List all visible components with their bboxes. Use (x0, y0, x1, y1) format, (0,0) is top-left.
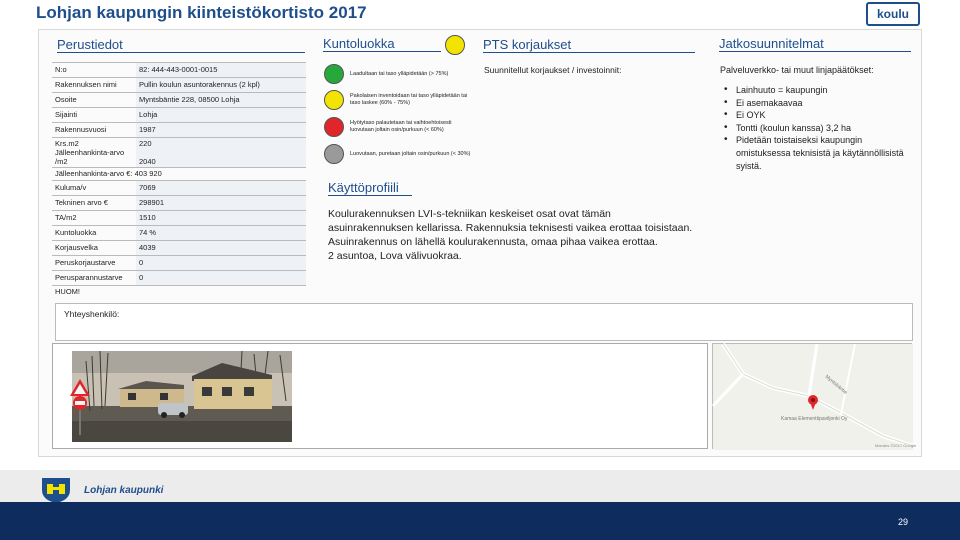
building-photo (72, 351, 292, 442)
pts-text: Suunnitellut korjaukset / investoinnit: (484, 65, 622, 75)
table-row: N:o 82: 444-443-0001-0015 (52, 63, 306, 78)
table-row: Kuntoluokka 74 % (52, 226, 306, 241)
table-row: Sijainti Lohja (52, 108, 306, 123)
page-title: Lohjan kaupungin kiinteistökortisto 2017 (36, 3, 367, 22)
list-item: • Lainhuuto = kaupungin (722, 84, 912, 97)
table-row: Korjausvelka 4039 (52, 241, 306, 256)
location-map (712, 343, 917, 449)
list-item: • Ei OYK (722, 109, 912, 122)
huom-note: HUOM! (52, 286, 306, 298)
table-row: Osoite Myntsbäntie 228, 08500 Lohja (52, 93, 306, 108)
map-road-label: Myntsbäntie (823, 373, 849, 396)
table-row: Rakennusvuosi 1987 (52, 123, 306, 138)
contact-label: Yhteyshenkilö: (64, 309, 120, 319)
legend-item (324, 90, 474, 110)
table-row: Tekninen arvo € 298901 (52, 196, 306, 211)
legend-item (324, 117, 474, 137)
table-row: Rakennuksen nimi Pullin koulun asuntorakennus (2 kpl) (52, 78, 306, 93)
kaytto-text: Koulurakennuksen LVI-s-tekniikan keskeiset osat ovat tämän asuinrakennuksen kellarissa. Rakennuksia teknisesti vaikea erottaa toisistaan. Asuinrakennus on lähellä koulurakennusta, omaa pihaa vaikea erottaa. (328, 208, 693, 248)
legend-text: Luovutaan, puretaan joltain osin/purkuun (< 30%) (350, 150, 471, 157)
table-row: Kuluma/v 7069 (52, 181, 306, 196)
pts-heading: PTS korjaukset (483, 37, 695, 53)
list-item: • Tontti (koulun kanssa) 3,2 ha (722, 122, 912, 135)
list-item: • Pidetään toistaiseksi kaupungin omistuksessa teknisistä ja käytännöllisistä syistä. (722, 134, 912, 172)
table-row: Jälleenhankinta-arvo €: 403 920 (52, 168, 306, 181)
kuntoluokka-heading: Kuntoluokka (323, 36, 441, 52)
legend-item (324, 64, 474, 84)
table-row: Krs.m2 Jälleenhankinta-arvo /m2 220 2040 (52, 138, 306, 168)
kaytto-text-2: 2 asuntoa, Lova välivuokraa. (328, 250, 462, 262)
legend-text: Hyötytaso palautetaan tai vaihtoehtoisesti luovutaan joltain osin/purkuun (< 60%) (350, 120, 452, 133)
grey-dot-icon (324, 144, 344, 164)
jatko-heading: Jatkosuunnitelmat (719, 36, 911, 52)
red-dot-icon (324, 117, 344, 137)
category-tag: koulu (866, 2, 920, 26)
green-dot-icon (324, 64, 344, 84)
legend-text: Laadultaan tai taso ylläpidetään (> 75%) (350, 70, 449, 77)
bottom-bar (0, 502, 960, 540)
yellow-dot-icon (324, 90, 344, 110)
kaytto-heading: Käyttöprofiili (328, 180, 412, 196)
perustiedot-heading: Perustiedot (57, 37, 305, 53)
table-row: Peruskorjaustarve 0 (52, 256, 306, 271)
legend-text: Pakolaisen inventoidaan tai taso ylläpidetään tai taso laskee (60% - 75%) (350, 93, 468, 106)
condition-indicator (445, 35, 465, 55)
lohja-crest-icon (38, 476, 74, 504)
table-row: Perusparannustarve 0 (52, 271, 306, 286)
page-number: 29 (898, 517, 909, 527)
footer-org: Lohjan kaupunki (84, 485, 164, 496)
jatko-list (722, 84, 912, 172)
list-item: • Ei asemakaavaa (722, 97, 912, 110)
map-credit: Mandes ©2017 Google (875, 443, 917, 448)
perustiedot-table (52, 62, 306, 298)
map-place-label: Kamaa Elementtipaviljonki Oy (781, 416, 848, 422)
contact-box (55, 303, 913, 341)
kaytto-text-block (328, 207, 698, 263)
table-row: TA/m2 1510 (52, 211, 306, 226)
table-row (52, 286, 306, 298)
jatko-intro: Palveluverkko- tai muut linjapäätökset: (720, 65, 874, 75)
legend-item (324, 144, 474, 164)
